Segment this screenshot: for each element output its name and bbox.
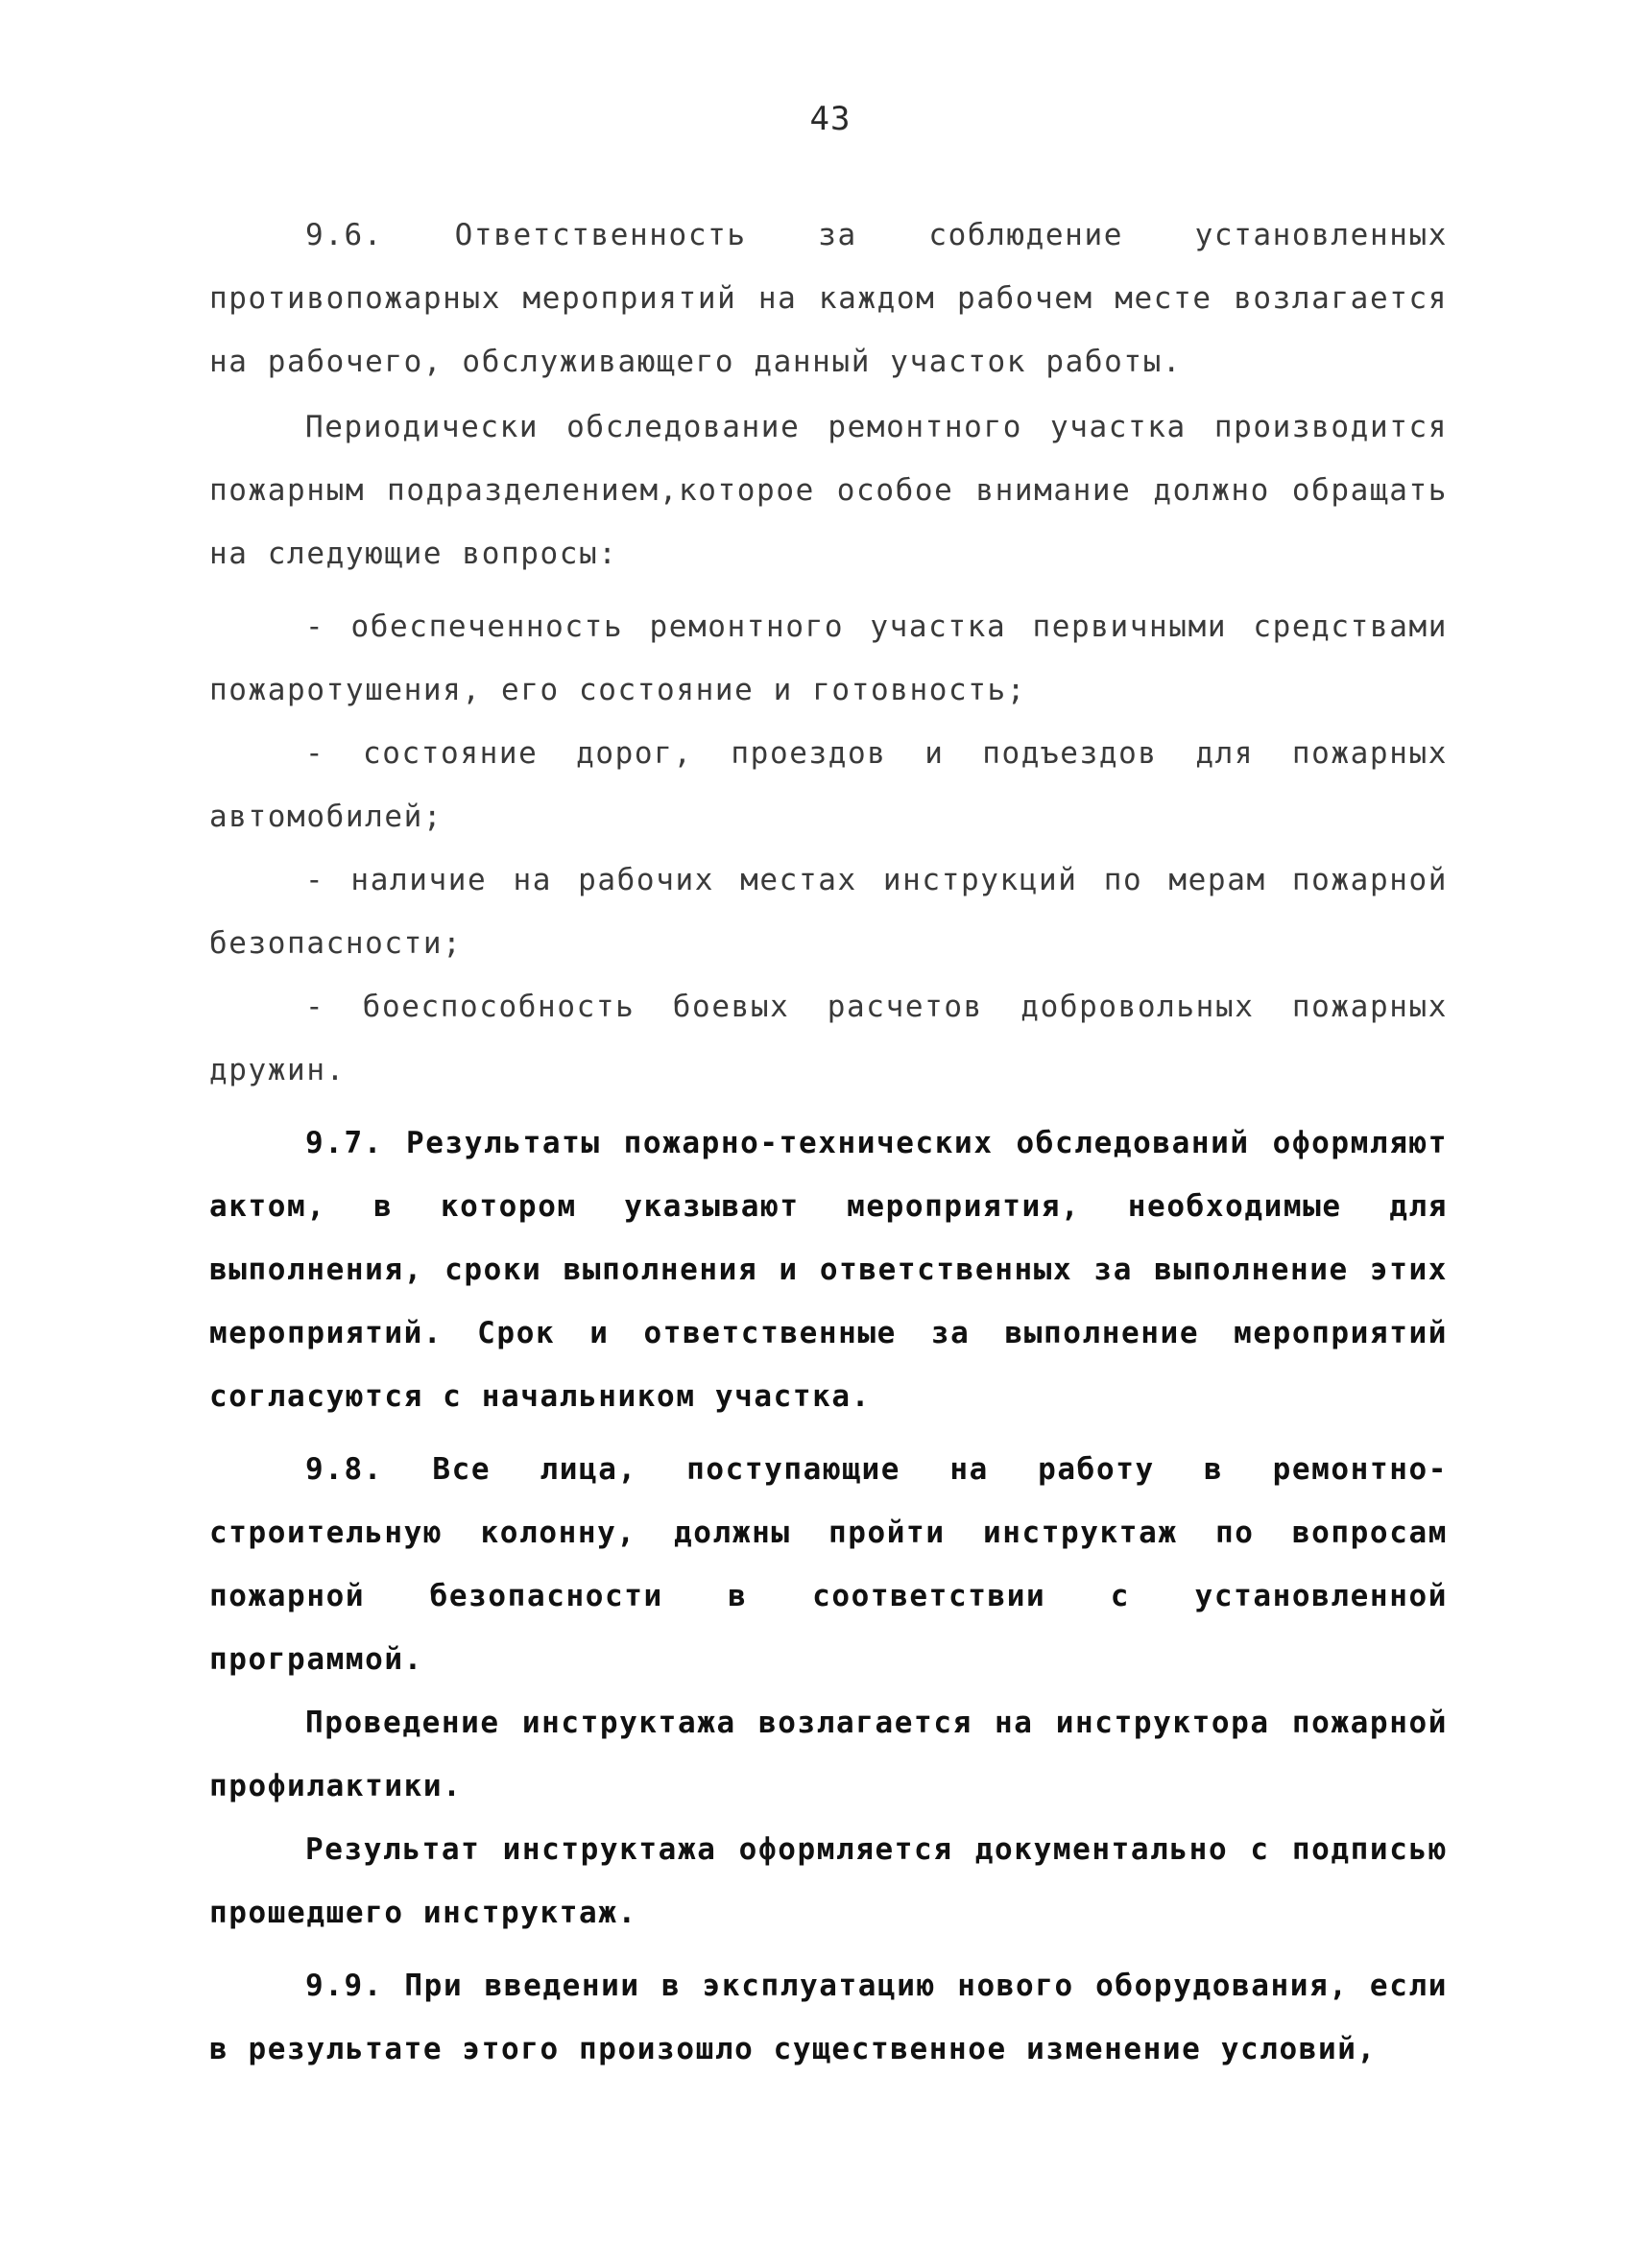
paragraph-9-6: 9.6. Ответственность за соблюдение установленных противопожарных мероприятий на каждом рабочем месте возлагается на рабочего, обслуживающего данный участок работы. [209,218,1448,379]
paragraph-inspection: Периодически обследование ремонтного участка производится пожарным подразделением,которое особое внимание должно обращать на следующие вопросы: [209,410,1448,571]
document-body [209,203,1448,2081]
paragraph-briefing-result: Результат инструктажа оформляется документально с подписью прошедшего инструктаж. [209,1832,1448,1930]
paragraph-9-9: 9.9. При введении в эксплуатацию нового оборудования, если в результате этого произошло существенное изменение условий, [209,1969,1448,2066]
page-number: 43 [809,100,852,138]
list-item-fire-equipment: - обеспеченность ремонтного участка первичными средствами пожаротушения, его состояние и готовность; [209,609,1448,707]
list-item-volunteer-crews: - боеспособность боевых расчетов добровольных пожарных дружин. [209,990,1448,1087]
list-item-instructions: - наличие на рабочих местах инструкций по мерам пожарной безопасности; [209,863,1448,961]
paragraph-briefing: Проведение инструктажа возлагается на инструктора пожарной профилактики. [209,1706,1448,1803]
paragraph-9-8: 9.8. Все лица, поступающие на работу в ремонтно-строительную колонну, должны пройти инструктаж по вопросам пожарной безопасности в соответствии с установленной программой. [209,1452,1448,1677]
paragraph-9-7: 9.7. Результаты пожарно-технических обследований оформляют актом, в котором указывают мероприятия, необходимые для выполнения, сроки выполнения и ответственных за выполнение этих мероприятий. Срок и ответственные за выполнение мероприятий согласуются с начальником участка. [209,1126,1448,1414]
list-item-roads: - состояние дорог, проездов и подъездов для пожарных автомобилей; [209,736,1448,834]
